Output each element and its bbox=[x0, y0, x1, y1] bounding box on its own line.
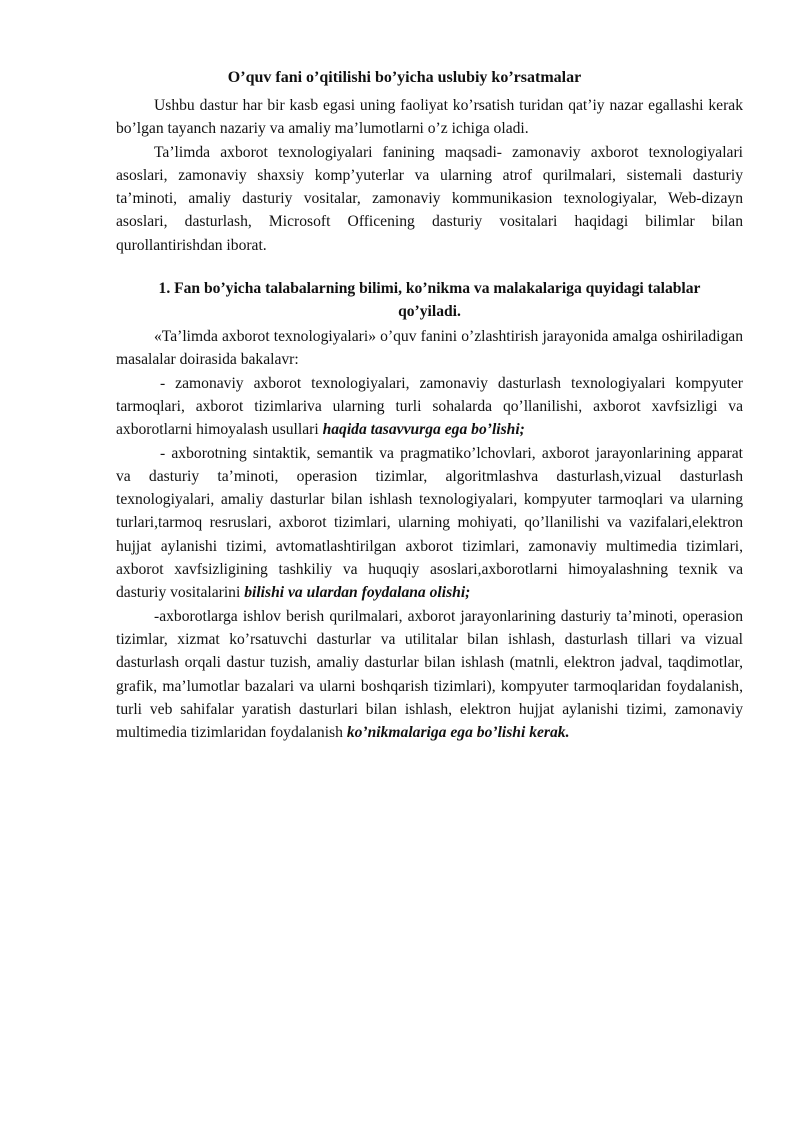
intro-paragraph-1: Ushbu dastur har bir kasb egasi uning faoliyat ko’rsatish turidan qat’iy nazar egallashi kerak bo’lgan tayanch nazariy va amaliy ma’lumotlarni o’z ichiga oladi. bbox=[116, 97, 743, 138]
list-item-bilishi bbox=[116, 442, 743, 605]
intro-paragraph-2: Ta’limda axborot texnologiyalari fanining maqsadi- zamonaviy axborot texnologiyalari asoslari, zamonaviy shaxsiy komp’yuterlar va ularning atrof qurilmalari, sistemali dasturiy ta’minoti, amaliy dasturiy vositalar, zamonaviy kommunikasion texnologiyalar, Web-dizayn asoslari, dasturlash, Microsoft Officening dasturiy vositalari haqidagi bilimlar bilan qurollantirishdan iborat. bbox=[116, 143, 743, 254]
list-item-emphasis: haqida tasavvurga ega bo’lishi; bbox=[322, 421, 525, 439]
section-heading: 1. Fan bo’yicha talabalarning bilimi, ko’nikma va malakalariga quyidagi talablar qo’yiladi. bbox=[158, 280, 701, 321]
list-item-text: -axborotlarga ishlov berish qurilmalari, axborot jarayonlarining dasturiy ta’minoti, operasion tizimlar, xizmat ko’rsatuvchi dasturlar va utilitalar bilan ishlash, dasturlash tillari va vizual dasturlash orqali dastur tuzish, amaliy dasturlar bilan ishlash (matnli, elektron jadval, taqdimotlar, grafik, ma’lumotlar bazalari va ularni boshqarish tizimlari), kompyuter tarmoqlaridan foydalanish, turli veb sahifalar yaratish dasturlari bilan ishlash, elektron hujjat aylanishi tizimi, zamonaviy multimedia tizimlaridan foydalanish bbox=[116, 607, 743, 742]
list-item-text: - zamonaviy axborot texnologiyalari, zamonaviy dasturlash texnologiyalari kompyuter tarmoqlari, axborot tizimlariva ularning turli sohalarda qo’llanilishi, axborot xavfsizligi va axborotlarni himoyalash usullari bbox=[116, 374, 743, 439]
list-item-text: - axborotning sintaktik, semantik va pragmatiko’lchovlari, axborot jarayonlarining apparat va dasturiy ta’minoti, operasion tizimlar, algoritmlashva dasturlash,vizual dasturlash texnologiyalari, amaliy dasturlar bilan ishlash texnologiyalari, kompyuter tarmoqlari va ularning turlari,tarmoq resruslari, axborot tizimlari, ularning mohiyati, qo’llanilishi va vazifalari,elektron hujjat aylanishi tizimi, avtomatlashtirilgan axborot tizimlari, zamonaviy multimedia tizimlari, axborot xavfsizligining tashkiliy va huquqiy asoslari,axborotlarni himoyalashning texnik va dasturiy vositalarini bbox=[116, 444, 743, 602]
list-item-konikma bbox=[116, 605, 743, 745]
list-item-emphasis: ko’nikmalariga ega bo’lishi kerak. bbox=[346, 724, 570, 742]
document-title: O’quv fani o’qitilishi bo’yicha uslubiy ko’rsatmalar bbox=[227, 69, 582, 86]
paragraph-bakalavr: «Ta’limda axborot texnologiyalari» o’quv fanini o’zlashtirish jarayonida amalga oshiriladigan masalalar doirasida bakalavr: bbox=[116, 328, 743, 369]
list-item-tasavvur bbox=[116, 372, 743, 442]
list-item-emphasis: bilishi va ulardan foydalana olishi; bbox=[244, 584, 471, 602]
